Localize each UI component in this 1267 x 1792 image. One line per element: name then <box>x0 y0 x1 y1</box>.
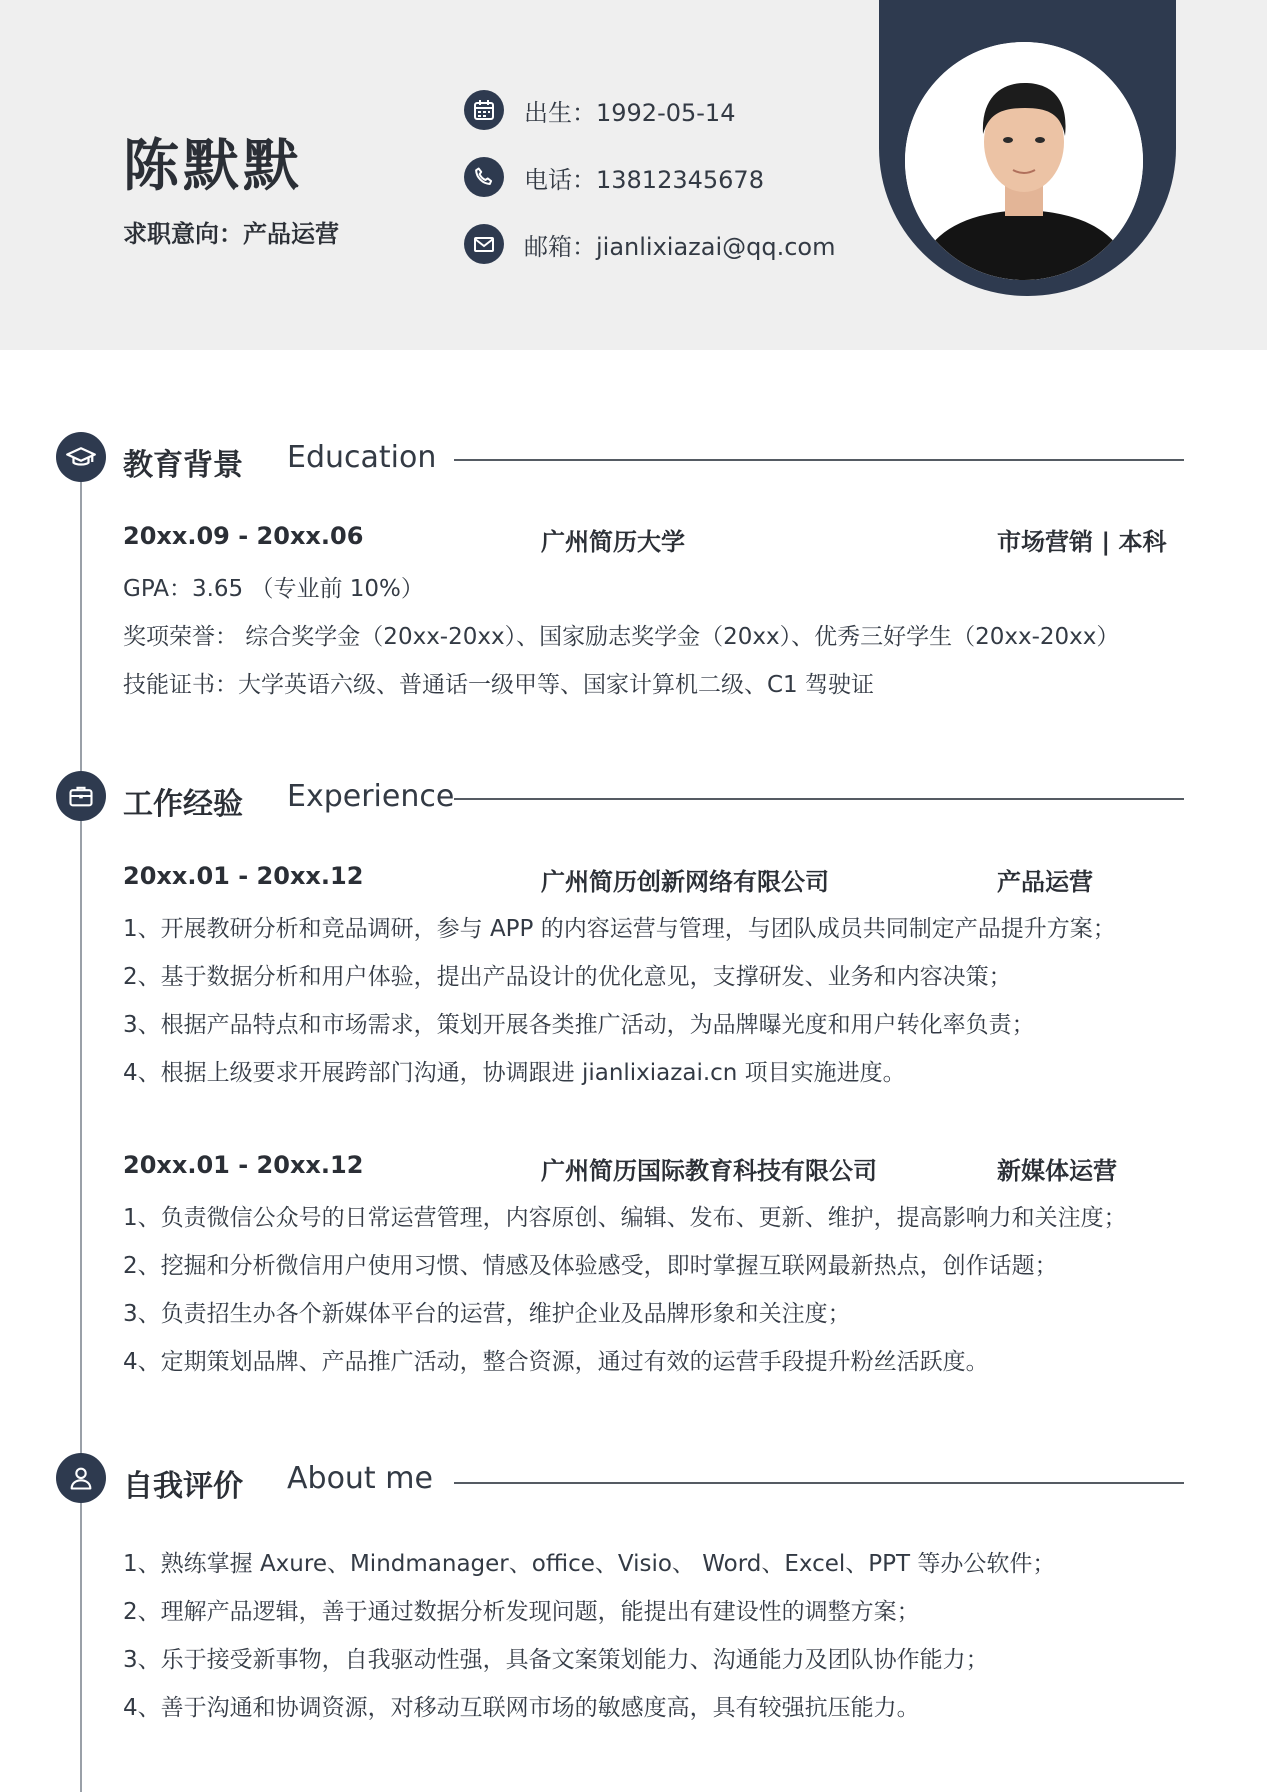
mail-icon <box>464 224 504 264</box>
candidate-name: 陈默默 <box>123 134 303 199</box>
calendar-icon <box>464 90 504 130</box>
job-1-period: 20xx.01 - 20xx.12 <box>123 862 364 890</box>
job-intent: 求职意向：产品运营 <box>123 220 339 248</box>
job-2-role: 新媒体运营 <box>997 1157 1117 1185</box>
education-period: 20xx.09 - 20xx.06 <box>123 522 364 550</box>
profile-photo <box>905 42 1143 280</box>
about-item: 2、理解产品逻辑，善于通过数据分析发现问题，能提出有建设性的调整方案； <box>123 1599 920 1625</box>
education-awards: 奖项荣誉： 综合奖学金（20xx-20xx）、国家励志奖学金（20xx）、优秀三好学生（20xx-20xx） <box>123 624 1120 650</box>
timeline-line <box>80 460 82 1792</box>
job-1-item: 1、开展教研分析和竞品调研，参与 APP 的内容运营与管理，与团队成员共同制定产品提升方案； <box>123 916 1116 942</box>
education-gpa: GPA：3.65 （专业前 10%） <box>123 576 424 602</box>
job-2-period: 20xx.01 - 20xx.12 <box>123 1151 364 1179</box>
contact-birth <box>464 90 735 130</box>
user-icon <box>56 1453 106 1503</box>
job-2-item: 3、负责招生办各个新媒体平台的运营，维护企业及品牌形象和关注度； <box>123 1301 851 1327</box>
phone-icon <box>464 157 504 197</box>
about-title-en: About me <box>287 1461 433 1496</box>
education-title: 教育背景 <box>123 448 243 483</box>
education-major: 市场营销 | 本科 <box>997 528 1167 556</box>
experience-divider <box>454 798 1184 800</box>
job-2-item: 2、挖掘和分析微信用户使用习惯、情感及体验感受，即时掌握互联网最新热点，创作话题； <box>123 1253 1058 1279</box>
experience-title: 工作经验 <box>123 787 243 822</box>
experience-title-en: Experience <box>287 779 455 814</box>
about-divider <box>454 1482 1184 1484</box>
education-certificates: 技能证书：大学英语六级、普通话一级甲等、国家计算机二级、C1 驾驶证 <box>123 672 875 698</box>
job-2-item: 1、负责微信公众号的日常运营管理，内容原创、编辑、发布、更新、维护，提高影响力和关注度； <box>123 1205 1127 1231</box>
education-title-en: Education <box>287 440 437 475</box>
job-2-company: 广州简历国际教育科技有限公司 <box>541 1157 877 1185</box>
job-1-company: 广州简历创新网络有限公司 <box>541 868 829 896</box>
birth-text: 出生：1992-05-14 <box>524 98 736 127</box>
job-1-item: 2、基于数据分析和用户体验，提出产品设计的优化意见，支撑研发、业务和内容决策； <box>123 964 1012 990</box>
contact-phone <box>464 157 764 197</box>
about-item: 3、乐于接受新事物，自我驱动性强，具备文案策划能力、沟通能力及团队协作能力； <box>123 1647 989 1673</box>
contact-email <box>464 224 836 264</box>
job-1-role: 产品运营 <box>997 868 1093 896</box>
about-item: 1、熟练掌握 Axure、Mindmanager、office、Visio、 Word、Excel、PPT 等办公软件； <box>123 1551 1056 1577</box>
education-divider <box>454 459 1184 461</box>
education-school: 广州简历大学 <box>541 528 685 556</box>
about-item: 4、善于沟通和协调资源，对移动互联网市场的敏感度高，具有较强抗压能力。 <box>123 1695 920 1721</box>
email-text: 邮箱：jianlixiazai@qq.com <box>524 232 836 261</box>
job-1-item: 4、根据上级要求开展跨部门沟通，协调跟进 jianlixiazai.cn 项目实施进度。 <box>123 1060 906 1086</box>
phone-text: 电话：13812345678 <box>524 165 764 194</box>
graduation-cap-icon <box>56 432 106 482</box>
job-2-item: 4、定期策划品牌、产品推广活动，整合资源，通过有效的运营手段提升粉丝活跃度。 <box>123 1349 989 1375</box>
about-title: 自我评价 <box>123 1469 243 1504</box>
job-1-item: 3、根据产品特点和市场需求，策划开展各类推广活动，为品牌曝光度和用户转化率负责； <box>123 1012 1035 1038</box>
briefcase-icon <box>56 771 106 821</box>
